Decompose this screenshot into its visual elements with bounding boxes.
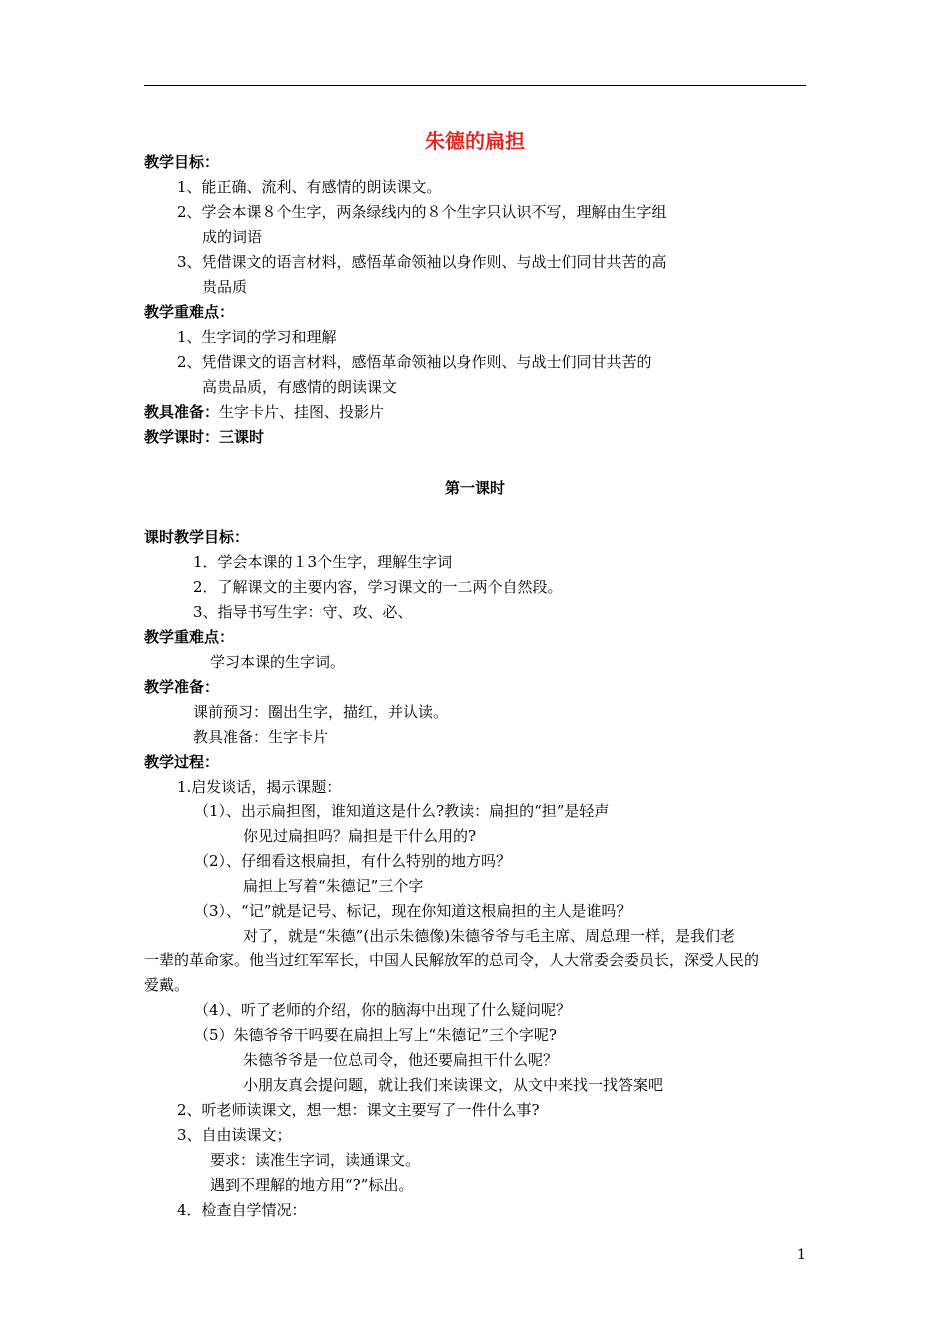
process-line: （1）、出示扁担图，谁知道这是什么?教读：扁担的“担”是轻声	[194, 802, 610, 820]
goal-line: 1、能正确、流利、有感情的朗读课文。	[177, 178, 442, 196]
process-line: 你见过扁担吗？扁担是干什么用的?	[243, 827, 477, 845]
process-line: 3、自由读课文；	[177, 1126, 292, 1144]
prep-line: 课前预习：圈出生字，描红，并认读。	[193, 703, 449, 721]
prep-label: 教学准备：	[144, 678, 220, 696]
difficulty-line: 1、生字词的学习和理解	[177, 328, 337, 346]
page-number: 1	[797, 1247, 806, 1263]
process-line: 要求：读准生字词，读通课文。	[210, 1151, 421, 1169]
process-line: 2、听老师读课文，想一想：课文主要写了一件什么事?	[177, 1101, 540, 1119]
process-line: （3）、“记”就是记号、标记，现在你知道这根扁担的主人是谁吗？	[194, 902, 632, 920]
lesson-goal-line: 2．了解课文的主要内容，学习课文的一二两个自然段。	[193, 578, 563, 596]
lesson-difficulty-label: 教学重难点：	[144, 628, 235, 646]
process-line: （5）朱德爷爷干吗要在扁担上写上“朱德记”三个字呢?	[194, 1026, 557, 1044]
lesson-heading: 第一课时	[444, 479, 505, 497]
goal-line: 贵品质	[202, 278, 248, 296]
process-line: 对了，就是“朱德”(出示朱德像)朱德爷爷与毛主席、周总理一样，是我们老	[243, 927, 736, 945]
goal-line: 成的词语	[202, 228, 263, 246]
prep-line: 教具准备：生字卡片	[193, 728, 329, 746]
goal-line: 3、凭借课文的语言材料，感悟革命领袖以身作则、与战士们同甘共苦的高	[177, 253, 667, 271]
goal-line: 2、学会本课８个生字，两条绿线内的８个生字只认识不写，理解由生字组	[177, 203, 667, 221]
goals-label: 教学目标：	[144, 153, 220, 171]
process-line: 一辈的革命家。他当过红军军长，中国人民解放军的总司令，人大常委会委员长，深受人民的	[144, 951, 760, 969]
difficulty-label: 教学重难点：	[144, 303, 235, 321]
lesson-difficulty-text: 学习本课的生字词。	[210, 653, 346, 671]
difficulty-line: 2、凭借课文的语言材料，感悟革命领袖以身作则、与战士们同甘共苦的	[177, 353, 652, 371]
lesson-goal-line: 3、指导书写生字：守、攻、必、	[193, 603, 413, 621]
process-line: 1.启发谈话，揭示课题：	[177, 778, 342, 796]
process-line: （4）、听了老师的介绍，你的脑海中出现了什么疑问呢？	[194, 1001, 572, 1019]
tools-line	[144, 402, 384, 422]
process-line: 4．检查自学情况：	[177, 1201, 307, 1219]
tools-value: 生字卡片、挂图、投影片	[219, 403, 385, 421]
process-line: 小朋友真会提问题，就让我们来读课文，从文中来找一找答案吧	[243, 1076, 664, 1094]
process-line: 朱德爷爷是一位总司令，他还要扁担干什么呢？	[243, 1051, 559, 1069]
hours-line: 教学课时：三课时	[144, 428, 265, 446]
lesson-goal-line: 1．学会本课的１3个生字，理解生字词	[193, 553, 453, 571]
difficulty-line: 高贵品质，有感情的朗读课文	[202, 378, 398, 396]
header-rule	[144, 85, 806, 86]
process-line: （2）、仔细看这根扁担，有什么特别的地方吗？	[194, 852, 512, 870]
process-line: 扁担上写着“朱德记”三个字	[243, 877, 424, 895]
document-title: 朱德的扁担	[425, 129, 525, 153]
process-line: 爱戴。	[144, 976, 190, 994]
lesson-goals-label: 课时教学目标：	[144, 528, 250, 546]
process-label: 教学过程：	[144, 753, 220, 771]
tools-label: 教具准备：	[144, 403, 220, 421]
process-line: 遇到不理解的地方用“?”标出。	[210, 1176, 414, 1194]
